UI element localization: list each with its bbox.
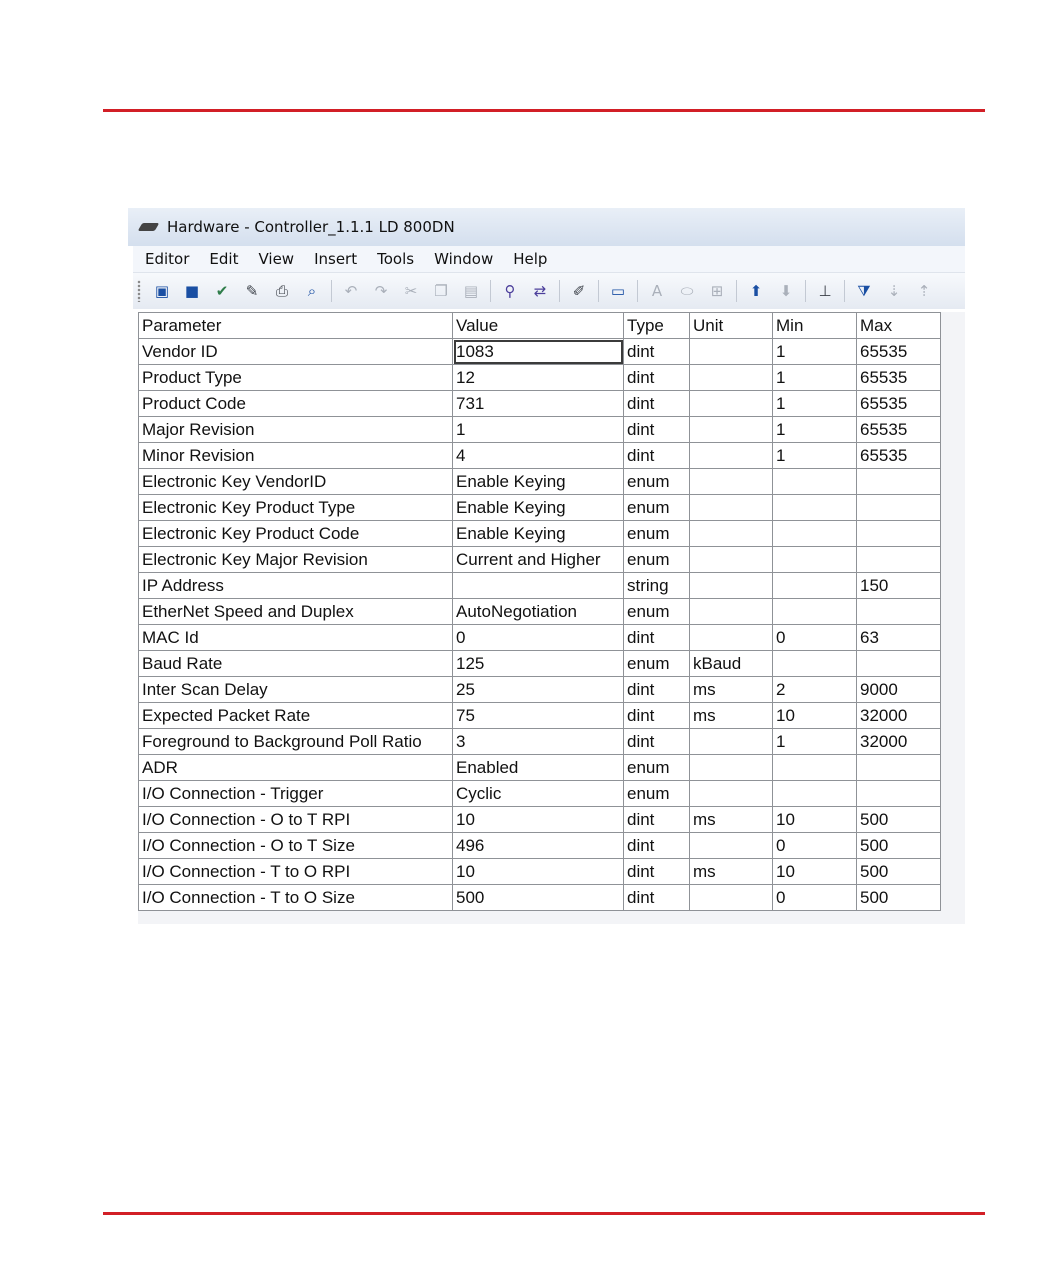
table-row[interactable]	[139, 417, 941, 443]
window-icon[interactable]: ▭	[610, 281, 626, 300]
type-cell: dint	[624, 859, 690, 885]
unit-cell	[690, 495, 773, 521]
max-cell: 65535	[857, 339, 941, 365]
min-cell	[773, 469, 857, 495]
unit-cell	[690, 599, 773, 625]
table-row[interactable]	[139, 755, 941, 781]
type-cell: dint	[624, 885, 690, 911]
type-cell: dint	[624, 729, 690, 755]
sort-descending-icon[interactable]: ⇡	[917, 281, 931, 300]
toolbar-separator	[805, 280, 806, 302]
column-header-type[interactable]: Type	[624, 313, 690, 339]
table-row[interactable]	[139, 391, 941, 417]
move-up-icon[interactable]: ⬆	[749, 281, 763, 300]
value-cell[interactable]: 731	[453, 391, 624, 417]
insert-icon[interactable]: ⊥	[818, 281, 832, 300]
print-icon[interactable]: ⎙	[275, 281, 288, 300]
table-row[interactable]	[139, 807, 941, 833]
redo-icon[interactable]: ↷	[374, 281, 388, 300]
max-cell: 9000	[857, 677, 941, 703]
type-cell: enum	[624, 495, 690, 521]
min-cell	[773, 599, 857, 625]
menu-edit[interactable]: Edit	[209, 250, 239, 268]
unit-cell: ms	[690, 859, 773, 885]
min-cell: 1	[773, 365, 857, 391]
footer-rule	[103, 1212, 985, 1215]
highlight-icon[interactable]: ✐	[572, 281, 586, 300]
parameter-cell: Minor Revision	[139, 443, 453, 469]
value-cell[interactable]: Enabled	[453, 755, 624, 781]
max-cell	[857, 651, 941, 677]
value-cell[interactable]: 10	[453, 859, 624, 885]
table-row[interactable]	[139, 495, 941, 521]
table-row[interactable]	[139, 859, 941, 885]
find-icon[interactable]: ⚲	[504, 281, 516, 300]
parameter-cell: I/O Connection - T to O Size	[139, 885, 453, 911]
table-row[interactable]	[139, 703, 941, 729]
value-cell[interactable]: 12	[453, 365, 624, 391]
menu-window[interactable]: Window	[434, 250, 494, 268]
type-cell: string	[624, 573, 690, 599]
value-cell[interactable]: AutoNegotiation	[453, 599, 624, 625]
max-cell	[857, 521, 941, 547]
value-cell[interactable]: Cyclic	[453, 781, 624, 807]
parameter-cell: Expected Packet Rate	[139, 703, 453, 729]
undo-icon[interactable]: ↶	[344, 281, 358, 300]
unit-cell	[690, 339, 773, 365]
toolbar-separator	[736, 280, 737, 302]
menu-view[interactable]: View	[258, 250, 295, 268]
parameter-cell: I/O Connection - T to O RPI	[139, 859, 453, 885]
parameter-cell: Electronic Key Product Type	[139, 495, 453, 521]
title-bar	[128, 208, 965, 246]
menu-editor[interactable]: Editor	[145, 250, 190, 268]
min-cell: 1	[773, 391, 857, 417]
toolbar-separator	[637, 280, 638, 302]
min-cell	[773, 521, 857, 547]
parameter-cell: I/O Connection - O to T Size	[139, 833, 453, 859]
min-cell	[773, 573, 857, 599]
min-cell: 1	[773, 417, 857, 443]
max-cell: 65535	[857, 365, 941, 391]
menu-insert[interactable]: Insert	[314, 250, 358, 268]
parameter-cell: IP Address	[139, 573, 453, 599]
max-cell: 500	[857, 807, 941, 833]
type-cell: enum	[624, 521, 690, 547]
paste-icon[interactable]: ▤	[463, 281, 479, 300]
min-cell: 0	[773, 885, 857, 911]
parameter-cell: Electronic Key Product Code	[139, 521, 453, 547]
min-cell: 1	[773, 443, 857, 469]
type-cell: dint	[624, 833, 690, 859]
parameter-grid	[138, 312, 941, 911]
header-row	[139, 313, 941, 339]
parameter-cell: Product Code	[139, 391, 453, 417]
value-cell[interactable]: 1	[453, 417, 624, 443]
sort-ascending-icon[interactable]: ⇣	[887, 281, 901, 300]
value-cell[interactable]: 1083	[453, 339, 624, 365]
replace-icon[interactable]: ⇄	[533, 281, 547, 300]
type-cell: enum	[624, 651, 690, 677]
type-cell: dint	[624, 391, 690, 417]
type-cell: dint	[624, 677, 690, 703]
min-cell: 0	[773, 833, 857, 859]
table-row[interactable]	[139, 599, 941, 625]
unit-cell	[690, 521, 773, 547]
hardware-editor-window	[128, 208, 965, 924]
unit-cell	[690, 443, 773, 469]
parameter-grid-area	[138, 312, 965, 924]
save-close-icon[interactable]: ▣	[154, 281, 170, 300]
unit-cell	[690, 833, 773, 859]
parameter-cell: Vendor ID	[139, 339, 453, 365]
max-cell: 500	[857, 833, 941, 859]
unit-cell: ms	[690, 703, 773, 729]
column-header-unit[interactable]: Unit	[690, 313, 773, 339]
copy-icon[interactable]: ❐	[434, 281, 448, 300]
unit-cell	[690, 547, 773, 573]
type-cell: dint	[624, 807, 690, 833]
min-cell: 10	[773, 703, 857, 729]
parameter-cell: Electronic Key VendorID	[139, 469, 453, 495]
filter-icon[interactable]: ⧩	[857, 281, 871, 300]
header-rule	[103, 109, 985, 112]
type-cell: dint	[624, 339, 690, 365]
unit-cell	[690, 781, 773, 807]
value-cell[interactable]: Enable Keying	[453, 521, 624, 547]
min-cell: 1	[773, 729, 857, 755]
unit-cell	[690, 755, 773, 781]
parameter-cell: Product Type	[139, 365, 453, 391]
toolbar-separator	[844, 280, 845, 302]
type-cell: enum	[624, 547, 690, 573]
value-cell[interactable]: 0	[453, 625, 624, 651]
unit-cell	[690, 729, 773, 755]
min-cell	[773, 495, 857, 521]
max-cell	[857, 781, 941, 807]
type-cell: dint	[624, 365, 690, 391]
hardware-icon	[138, 220, 160, 234]
toolbar-separator	[598, 280, 599, 302]
check-icon[interactable]: ✔	[215, 281, 229, 300]
max-cell: 500	[857, 885, 941, 911]
value-cell[interactable]	[453, 573, 624, 599]
unit-cell: ms	[690, 807, 773, 833]
table-row[interactable]	[139, 365, 941, 391]
max-cell: 32000	[857, 729, 941, 755]
parameter-cell: EtherNet Speed and Duplex	[139, 599, 453, 625]
toolbar-separator	[331, 280, 332, 302]
max-cell: 65535	[857, 417, 941, 443]
min-cell: 1	[773, 339, 857, 365]
unit-cell: ms	[690, 677, 773, 703]
max-cell	[857, 755, 941, 781]
table-row[interactable]	[139, 469, 941, 495]
max-cell: 150	[857, 573, 941, 599]
move-down-icon[interactable]: ⬇	[779, 281, 793, 300]
parameter-cell: I/O Connection - Trigger	[139, 781, 453, 807]
toolbar-separator	[490, 280, 491, 302]
toolbar-separator	[559, 280, 560, 302]
tree-icon[interactable]: ⊞	[710, 281, 724, 300]
max-cell: 63	[857, 625, 941, 651]
parameter-cell: ADR	[139, 755, 453, 781]
value-cell[interactable]: 3	[453, 729, 624, 755]
type-cell: enum	[624, 469, 690, 495]
min-cell: 0	[773, 625, 857, 651]
table-row[interactable]	[139, 339, 941, 365]
value-cell[interactable]: 500	[453, 885, 624, 911]
value-cell[interactable]: 4	[453, 443, 624, 469]
type-cell: dint	[624, 443, 690, 469]
print-preview-icon[interactable]: ⌕	[307, 281, 317, 300]
unit-cell	[690, 625, 773, 651]
type-cell: dint	[624, 417, 690, 443]
table-row[interactable]	[139, 443, 941, 469]
table-row[interactable]	[139, 833, 941, 859]
unit-cell	[690, 391, 773, 417]
column-header-value[interactable]: Value	[453, 313, 624, 339]
table-row[interactable]	[139, 521, 941, 547]
table-row[interactable]	[139, 573, 941, 599]
column-header-parameter[interactable]: Parameter	[139, 313, 453, 339]
min-cell	[773, 547, 857, 573]
type-cell: dint	[624, 703, 690, 729]
type-cell: dint	[624, 625, 690, 651]
table-row[interactable]	[139, 729, 941, 755]
column-header-min[interactable]: Min	[773, 313, 857, 339]
table-row[interactable]	[139, 677, 941, 703]
font-icon[interactable]: A	[651, 281, 663, 300]
table-row[interactable]	[139, 625, 941, 651]
min-cell	[773, 651, 857, 677]
type-cell: enum	[624, 755, 690, 781]
max-cell: 65535	[857, 391, 941, 417]
value-cell[interactable]: 75	[453, 703, 624, 729]
menu-bar	[133, 246, 965, 273]
unit-cell	[690, 469, 773, 495]
min-cell	[773, 781, 857, 807]
max-cell: 500	[857, 859, 941, 885]
value-cell[interactable]: Enable Keying	[453, 469, 624, 495]
parameter-cell: I/O Connection - O to T RPI	[139, 807, 453, 833]
max-cell	[857, 469, 941, 495]
max-cell	[857, 495, 941, 521]
max-cell	[857, 547, 941, 573]
edit-icon[interactable]: ✎	[245, 281, 259, 300]
toolbar	[133, 273, 965, 309]
toolbar-grip[interactable]	[137, 280, 141, 302]
value-cell[interactable]: 10	[453, 807, 624, 833]
max-cell: 32000	[857, 703, 941, 729]
max-cell: 65535	[857, 443, 941, 469]
cut-icon[interactable]: ✂	[404, 281, 418, 300]
unit-cell	[690, 417, 773, 443]
min-cell: 10	[773, 859, 857, 885]
parameter-cell: Major Revision	[139, 417, 453, 443]
parameter-cell: Baud Rate	[139, 651, 453, 677]
table-row[interactable]	[139, 651, 941, 677]
window-title: Hardware - Controller_1.1.1 LD 800DN	[167, 218, 455, 236]
unit-cell	[690, 573, 773, 599]
parameter-cell: Inter Scan Delay	[139, 677, 453, 703]
type-cell: enum	[624, 599, 690, 625]
parameter-cell: MAC Id	[139, 625, 453, 651]
type-cell: enum	[624, 781, 690, 807]
parameter-cell: Foreground to Background Poll Ratio	[139, 729, 453, 755]
column-header-max[interactable]: Max	[857, 313, 941, 339]
table-row[interactable]	[139, 781, 941, 807]
max-cell	[857, 599, 941, 625]
table-row[interactable]	[139, 547, 941, 573]
value-cell[interactable]: Enable Keying	[453, 495, 624, 521]
value-cell[interactable]: 496	[453, 833, 624, 859]
ellipse-icon[interactable]: ⬭	[680, 281, 694, 300]
min-cell: 10	[773, 807, 857, 833]
unit-cell: kBaud	[690, 651, 773, 677]
parameter-cell: Electronic Key Major Revision	[139, 547, 453, 573]
menu-help[interactable]: Help	[513, 250, 548, 268]
value-cell[interactable]: 25	[453, 677, 624, 703]
unit-cell	[690, 365, 773, 391]
unit-cell	[690, 885, 773, 911]
value-cell[interactable]: 125	[453, 651, 624, 677]
menu-tools[interactable]: Tools	[377, 250, 415, 268]
min-cell: 2	[773, 677, 857, 703]
min-cell	[773, 755, 857, 781]
save-icon[interactable]: ■	[184, 281, 200, 300]
table-row[interactable]	[139, 885, 941, 911]
value-cell[interactable]: Current and Higher	[453, 547, 624, 573]
